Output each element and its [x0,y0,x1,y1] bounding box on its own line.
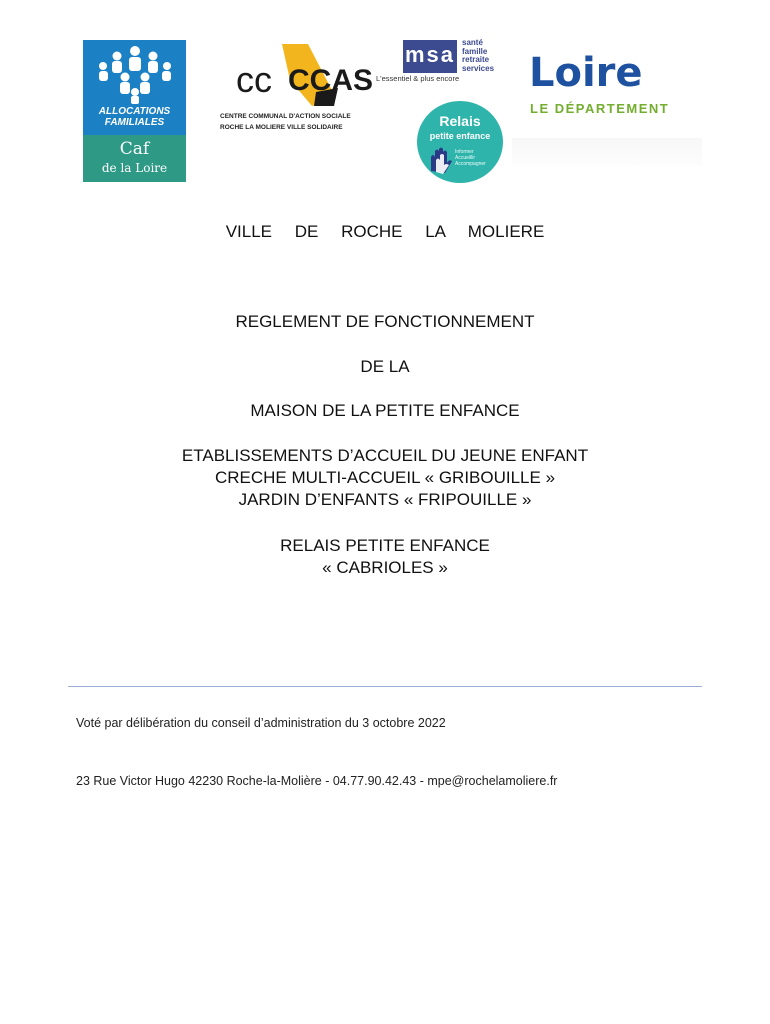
msa-tagline: L'essentiel & plus encore [376,74,460,83]
loire-subtitle: LE DÉPARTEMENT [530,101,670,116]
caf-family-icon [95,44,175,104]
ccas-line1: CENTRE COMMUNAL D'ACTION SOCIALE [220,113,351,120]
msa-words [462,39,516,73]
title-line: MAISON DE LA PETITE ENFANCE [250,401,520,420]
ccas-wordmark-graphic [230,40,374,110]
caf-logo [83,40,186,182]
establishment-line: JARDIN D’ENFANTS « FRIPOUILLE » [238,490,532,509]
title-line: DE LA [360,357,410,376]
ccas-line2: ROCHE LA MOLIERE VILLE SOLIDAIRE [220,124,343,131]
hands-icon [427,145,457,175]
relais-word: Accueillir [455,155,476,161]
relais-logo [417,101,503,183]
msa-logo [376,39,516,83]
svg-text:cc: cc [236,59,272,100]
relais-title: Relais [439,113,481,129]
caf-region: de la Loire [101,161,168,175]
ccas-wordmark: CCAS [288,64,374,97]
msa-wordmark: msa [404,42,456,67]
address-text: 23 Rue Victor Hugo 42230 Roche-la-Molière - 04.77.90.42.43 - mpe@rochelamoliere.fr [76,774,558,788]
title-line: REGLEMENT DE FONCTIONNEMENT [235,312,535,331]
vote-text: Voté par délibération du conseil d’administration du 3 octobre 2022 [76,716,446,730]
relais-line: « CABRIOLES » [322,558,448,577]
msa-word: retraite [462,55,490,64]
establishment-line: CRECHE MULTI-ACCUEIL « GRIBOUILLE » [214,468,556,487]
loire-name: Loire [529,50,643,96]
msa-word: santé [462,38,483,47]
relais-subtitle: petite enfance [429,131,491,141]
caf-top-text: ALLOCATIONS FAMILIALES [98,106,171,128]
establishment-line: ETABLISSEMENTS D’ACCUEIL DU JEUNE ENFANT [181,446,589,465]
loire-departement-logo [527,50,703,116]
faded-logo-area [512,138,702,166]
town-heading: VILLE DE ROCHE LA MOLIERE [225,222,545,241]
relais-word: Accompagner [455,161,486,167]
msa-word: famille [462,46,488,56]
relais-words [455,149,501,167]
msa-word: services [462,63,495,73]
relais-word: Informer [455,149,474,155]
relais-line: RELAIS PETITE ENFANCE [280,536,490,555]
ccas-logo [218,40,374,142]
divider [68,686,702,687]
caf-name: Caf [119,139,150,159]
